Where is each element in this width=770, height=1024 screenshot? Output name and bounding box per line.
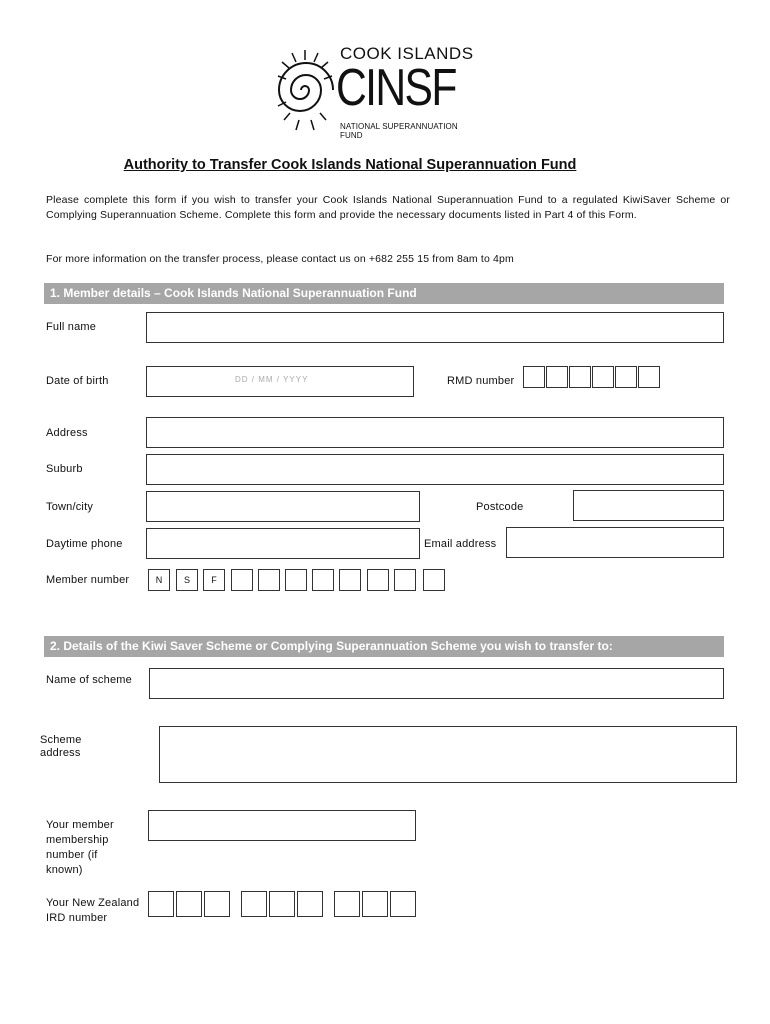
intro-text: Please complete this form if you wish to transfer your Cook Islands National Superannuation Fund to a regulated KiwiSaver Scheme or Complying Superannuation Scheme. Complete this form and provide the necessary documents listed in Part 4 of this Form. <box>46 194 730 221</box>
logo-line2: CINSF <box>336 59 456 117</box>
shell-logo-icon <box>274 46 336 134</box>
membership-label-line: membership <box>46 834 109 846</box>
ird-cell[interactable] <box>362 891 388 917</box>
member-cell-prefix: S <box>176 569 198 591</box>
dob-field[interactable] <box>146 366 414 397</box>
town-field[interactable] <box>146 491 420 522</box>
dob-label: Date of birth <box>46 375 109 387</box>
ird-cell[interactable] <box>297 891 323 917</box>
membership-label-line: known) <box>46 864 83 876</box>
ird-label <box>46 896 139 926</box>
phone-label: Daytime phone <box>46 538 123 550</box>
logo-line1: COOK ISLANDS <box>340 44 474 63</box>
scheme-name-label: Name of scheme <box>46 674 132 686</box>
ird-cell[interactable] <box>390 891 416 917</box>
member-cell[interactable] <box>285 569 307 591</box>
member-number-label: Member number <box>46 574 130 586</box>
scheme-address-field[interactable] <box>159 726 737 783</box>
ird-cell[interactable] <box>241 891 267 917</box>
full-name-label: Full name <box>46 321 97 333</box>
scheme-address-label-line: Scheme <box>40 734 82 746</box>
section2-heading: 2. Details of the Kiwi Saver Scheme or Complying Superannuation Scheme you wish to transfer to: <box>44 636 724 657</box>
dob-placeholder: DD / MM / YYYY <box>235 375 309 384</box>
membership-label-line: number (if <box>46 849 98 861</box>
rmd-cell[interactable] <box>523 366 545 388</box>
rmd-cell[interactable] <box>546 366 568 388</box>
email-field[interactable] <box>506 527 724 558</box>
membership-label <box>46 818 114 878</box>
ird-cell[interactable] <box>148 891 174 917</box>
member-cell[interactable] <box>231 569 253 591</box>
membership-label-line: Your member <box>46 819 114 831</box>
member-cell[interactable] <box>367 569 389 591</box>
logo <box>274 44 474 140</box>
town-label: Town/city <box>46 501 94 513</box>
member-cell[interactable] <box>423 569 445 591</box>
postcode-label: Postcode <box>476 501 524 513</box>
ird-cell[interactable] <box>204 891 230 917</box>
member-cell-prefix: F <box>203 569 225 591</box>
ird-cell[interactable] <box>269 891 295 917</box>
scheme-address-label-line: address <box>40 747 81 759</box>
membership-field[interactable] <box>148 810 416 841</box>
postcode-field[interactable] <box>573 490 724 521</box>
ird-cell[interactable] <box>334 891 360 917</box>
page-title: Authority to Transfer Cook Islands National Superannuation Fund <box>123 157 577 173</box>
member-cell-prefix: N <box>148 569 170 591</box>
rmd-cell[interactable] <box>569 366 591 388</box>
contact-text: For more information on the transfer process, please contact us on +682 255 15 from 8am to 4pm <box>46 253 514 265</box>
rmd-label: RMD number <box>447 375 515 387</box>
ird-cell[interactable] <box>176 891 202 917</box>
ird-label-line: Your New Zealand <box>46 897 140 909</box>
scheme-name-field[interactable] <box>149 668 724 699</box>
logo-line3: NATIONAL SUPERANNUATION FUND <box>340 122 458 140</box>
rmd-cell[interactable] <box>592 366 614 388</box>
member-cell[interactable] <box>394 569 416 591</box>
member-cell[interactable] <box>258 569 280 591</box>
suburb-label: Suburb <box>46 463 83 475</box>
member-cell[interactable] <box>312 569 334 591</box>
email-label: Email address <box>424 538 497 550</box>
rmd-cell[interactable] <box>638 366 660 388</box>
ird-label-line: IRD number <box>46 912 108 924</box>
scheme-address-label <box>40 734 82 760</box>
section1-heading: 1. Member details – Cook Islands National Superannuation Fund <box>44 283 724 304</box>
address-field[interactable] <box>146 417 724 448</box>
rmd-cell[interactable] <box>615 366 637 388</box>
suburb-field[interactable] <box>146 454 724 485</box>
phone-field[interactable] <box>146 528 420 559</box>
address-label: Address <box>46 427 88 439</box>
member-cell[interactable] <box>339 569 361 591</box>
full-name-field[interactable] <box>146 312 724 343</box>
